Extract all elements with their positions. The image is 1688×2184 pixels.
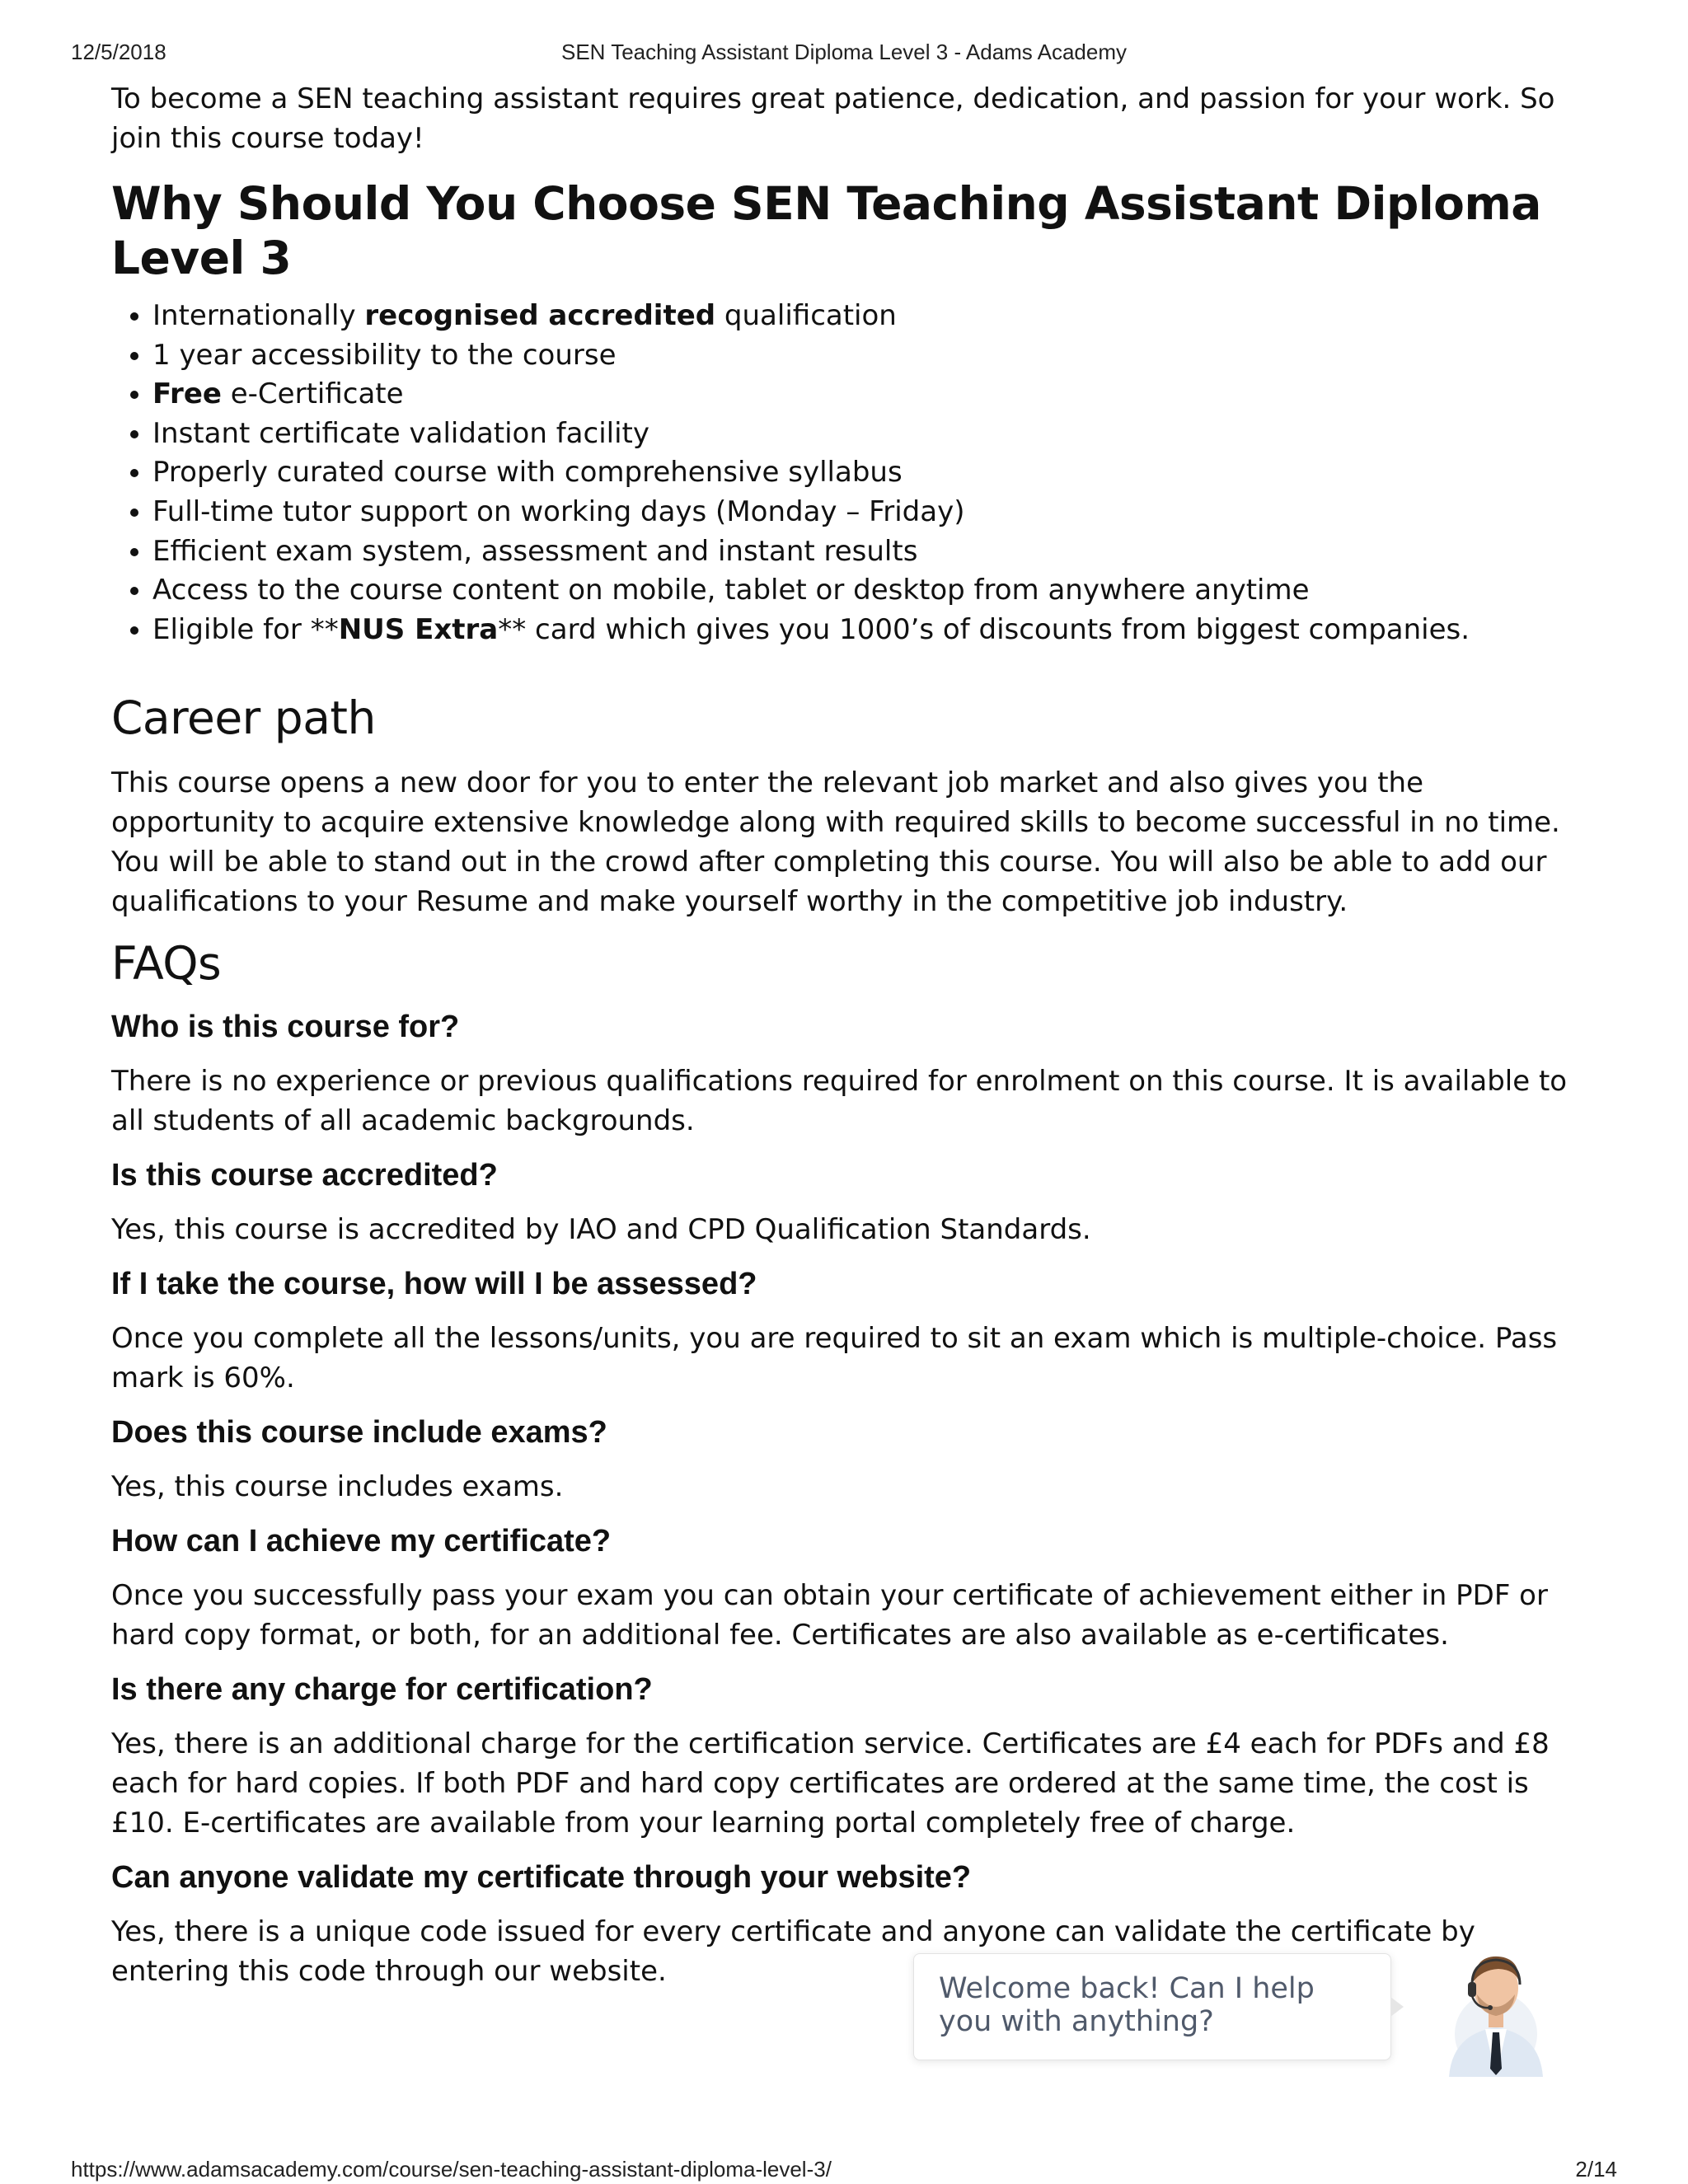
faq-answer: There is no experience or previous qualifications required for enrolment on this course. It is available to all students of all academic backgrounds. (111, 1065, 1568, 1138)
list-item: • Internationally recognised accredited qualification (152, 297, 1595, 336)
support-agent-avatar[interactable] (1434, 1937, 1558, 2077)
list-item: • Properly curated course with comprehensive syllabus (152, 453, 1595, 493)
faq-answer: Once you successfully pass your exam you can obtain your certificate of achievement either in PDF or hard copy format, or both, for an additional fee. Certificates are also available as e-certificates. (111, 1579, 1548, 1652)
print-url: https://www.adamsacademy.com/course/sen-teaching-assistant-diploma-level-3/ (71, 2157, 832, 2182)
chat-message: Welcome back! Can I help you with anything? (939, 1972, 1315, 2038)
faq-question: Can anyone validate my certificate through your website? (111, 1860, 972, 1896)
faq-answer: Yes, there is a unique code issued for every certificate and anyone can validate the certificate by entering this code through our website. (111, 1915, 1475, 1989)
career-paragraph: This course opens a new door for you to enter the relevant job market and also gives you the opportunity to acquire extensive knowledge along with required skills to become successful in no time. You will be able to stand out in the crowd after completing this course. You will also be able to add our qualifications to your Resume and make yourself worthy in the competitive job industry. (111, 766, 1560, 919)
faq-question: Is this course accredited? (111, 1158, 498, 1193)
list-item: • Free e-Certificate (152, 375, 1595, 415)
list-item: • Efficient exam system, assessment and instant results (152, 532, 1595, 572)
chat-bubble[interactable] (913, 1953, 1391, 2060)
faq-question: Is there any charge for certification? (111, 1672, 653, 1708)
print-date: 12/5/2018 (71, 40, 166, 64)
list-item: • 1 year accessibility to the course (152, 336, 1595, 376)
career-heading: Career path (111, 691, 376, 745)
print-title: SEN Teaching Assistant Diploma Level 3 - Adams Academy (561, 40, 1127, 64)
faq-answer: Yes, this course includes exams. (111, 1470, 564, 1504)
list-item: • Eligible for **NUS Extra** card which gives you 1000’s of discounts from biggest companies. (152, 611, 1595, 650)
print-page-number: 2/14 (1575, 2157, 1617, 2182)
faq-answer: Yes, this course is accredited by IAO and CPD Qualification Standards. (111, 1213, 1091, 1247)
list-item: • Full-time tutor support on working days (Monday – Friday) (152, 493, 1595, 532)
list-item: • Instant certificate validation facility (152, 415, 1595, 454)
page-content (111, 79, 1595, 1991)
faq-question: How can I achieve my certificate? (111, 1524, 612, 1559)
faq-question: If I take the course, how will I be assessed? (111, 1267, 757, 1302)
why-heading: Why Should You Choose SEN Teaching Assistant Diploma Level 3 (111, 177, 1541, 284)
faq-answer: Yes, there is an additional charge for the certification service. Certificates are £4 each for PDFs and £8 each for hard copies. If both PDF and hard copy certificates are ordered at the same time, the cost is £10. E-certificates are available from your learning portal completely free of charge. (111, 1727, 1550, 1840)
feature-list (111, 297, 1595, 649)
faqs-heading: FAQs (111, 937, 222, 991)
list-item: • Access to the course content on mobile, tablet or desktop from anywhere anytime (152, 571, 1595, 611)
intro-paragraph: To become a SEN teaching assistant requires great patience, dedication, and passion for your work. So join this course today! (111, 82, 1555, 155)
chat-bubble-tail (1390, 1997, 1404, 2017)
faq-answer: Once you complete all the lessons/units, you are required to sit an exam which is multiple-choice. Pass mark is 60%. (111, 1322, 1558, 1395)
faq-question: Does this course include exams? (111, 1415, 607, 1451)
faq-question: Who is this course for? (111, 1010, 460, 1045)
